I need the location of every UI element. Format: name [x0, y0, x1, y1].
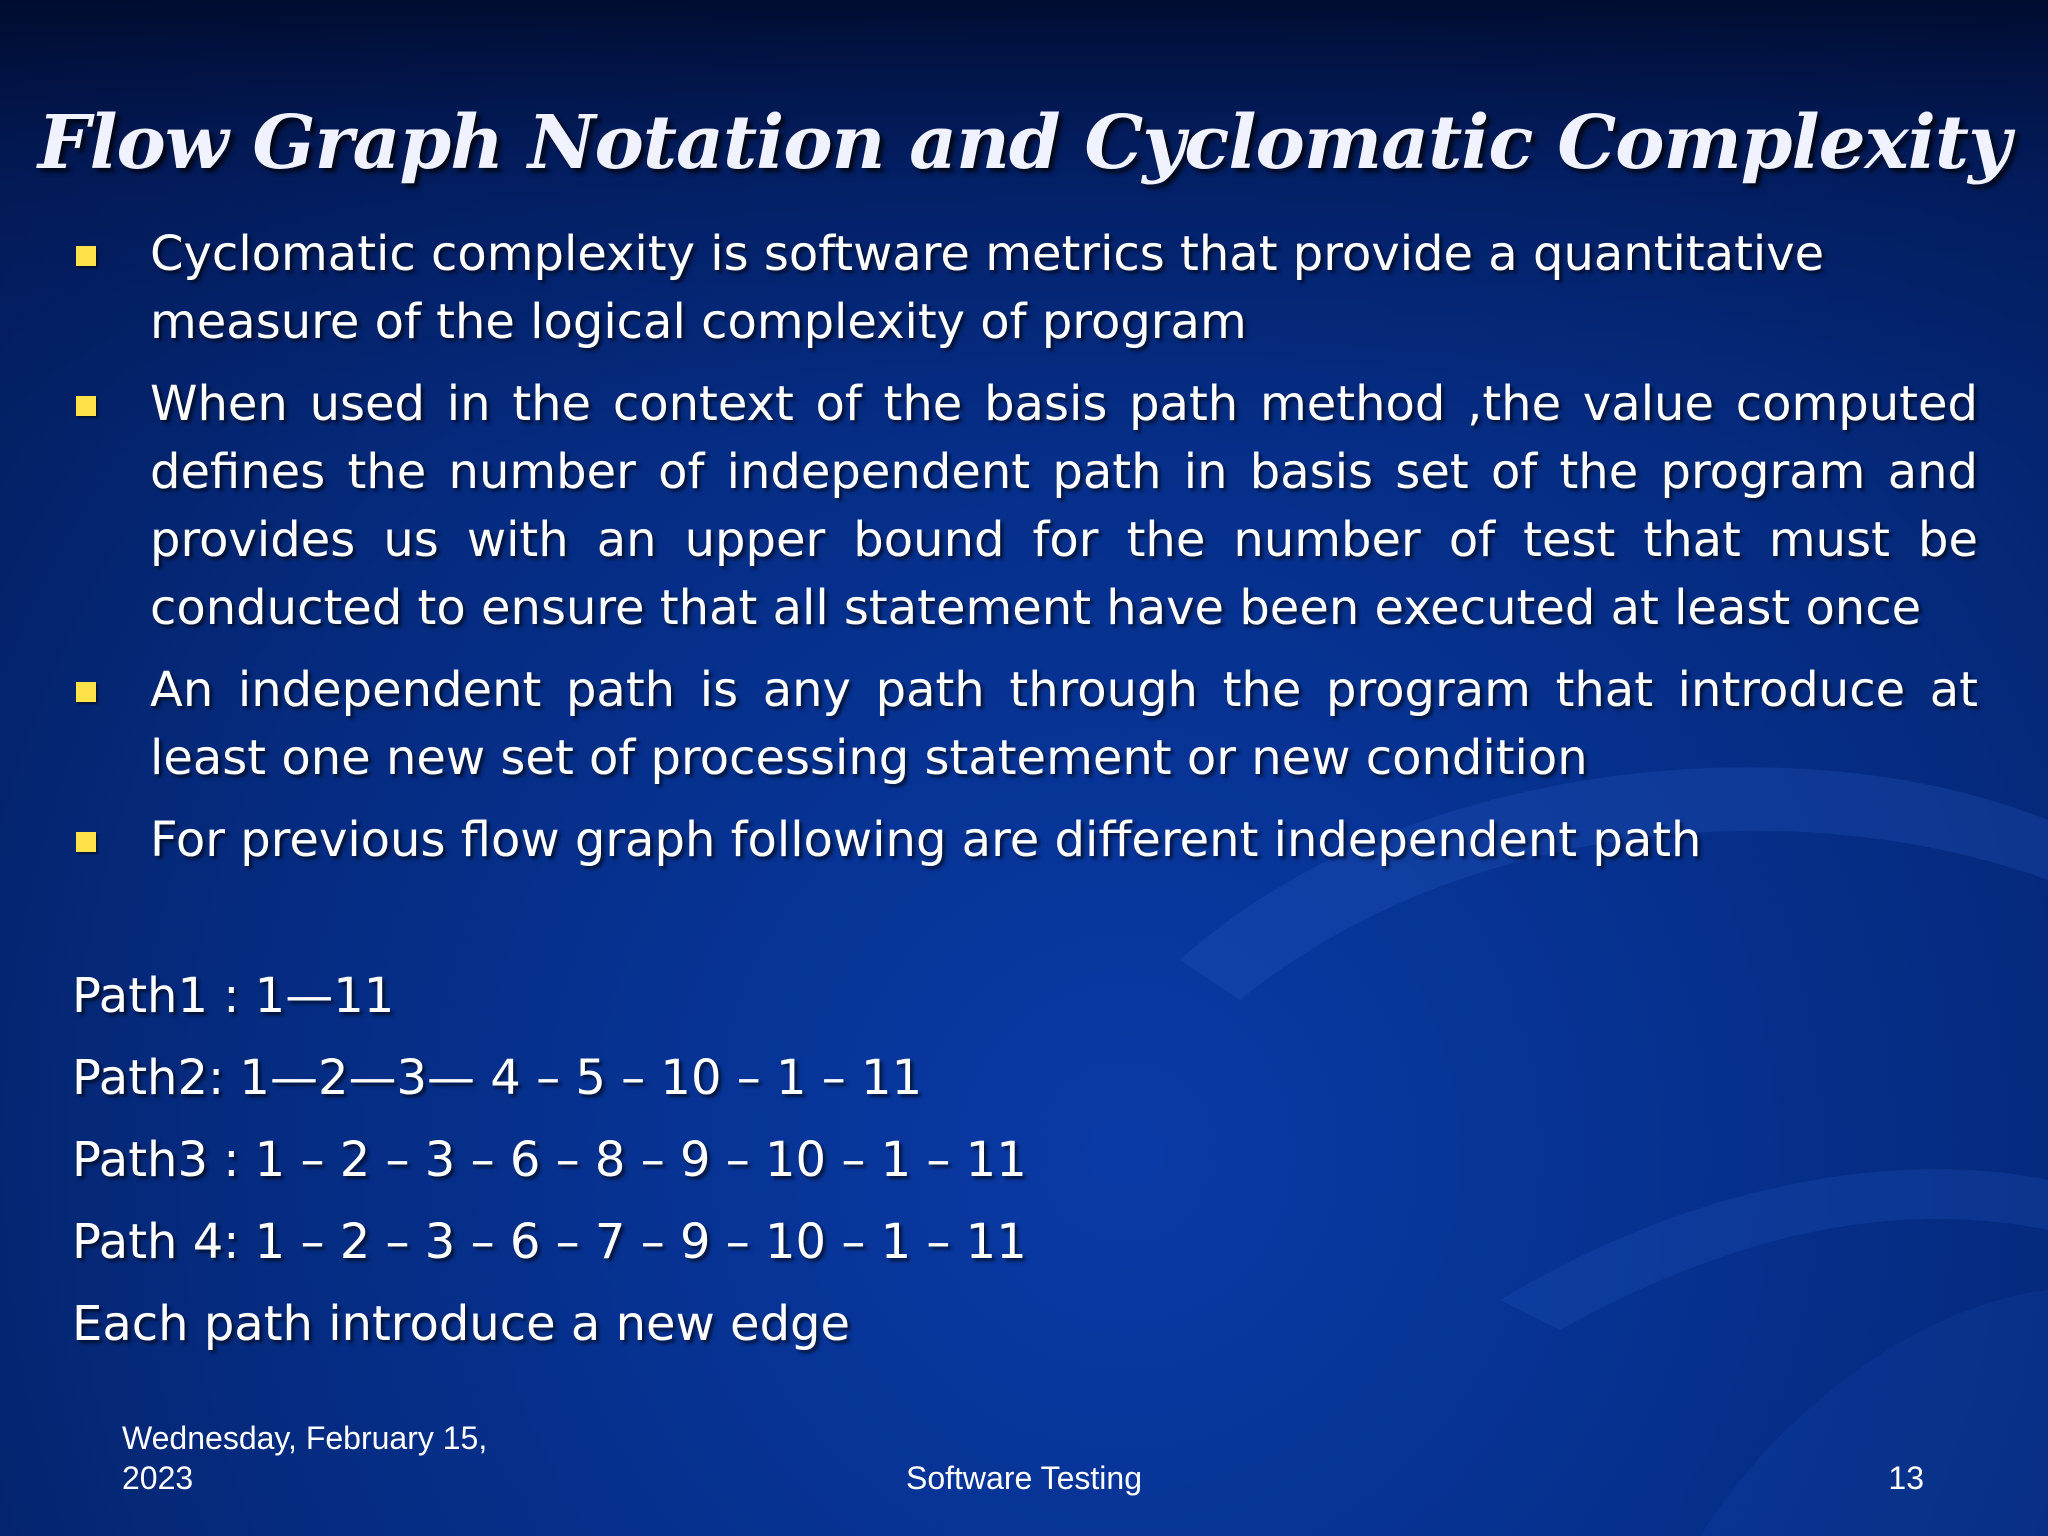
path-line: Path3 : 1 – 2 – 3 – 6 – 8 – 9 – 10 – 1 – 11	[72, 1132, 1027, 1188]
bullet-item	[70, 370, 1978, 642]
slide-title: Flow Graph Notation and Cyclomatic Complexity	[37, 100, 2011, 186]
path-list	[72, 955, 1027, 1365]
bullet-list	[70, 220, 1978, 888]
path-summary: Each path introduce a new edge	[72, 1296, 851, 1352]
bullet-text: An independent path is any path through the program that introduce at least one new set of processing statement or new condition	[150, 662, 1978, 786]
bullet-text: Cyclomatic complexity is software metrics that provide a quantitative measure of the logical complexity of program	[150, 226, 1825, 350]
footer-title: Software Testing	[906, 1460, 1142, 1496]
bullet-text: When used in the context of the basis path method ,the value computed defines the number of independent path in basis set of the program and provides us with an upper bound for the number of test that must be conducted to ensure that all statement have been executed at least once	[150, 376, 1978, 636]
path-line: Path1 : 1—11	[72, 968, 395, 1024]
square-bullet-icon	[76, 246, 96, 266]
path-line: Path 4: 1 – 2 – 3 – 6 – 7 – 9 – 10 – 1 – 11	[72, 1214, 1027, 1270]
square-bullet-icon	[76, 682, 96, 702]
slide-number: 13	[1888, 1460, 1924, 1496]
footer-date: Wednesday, February 15, 2023	[122, 1420, 488, 1496]
square-bullet-icon	[76, 832, 96, 852]
bullet-item	[70, 656, 1978, 792]
path-line: Path2: 1—2—3— 4 – 5 – 10 – 1 – 11	[72, 1050, 923, 1106]
bullet-text: For previous flow graph following are different independent path	[150, 812, 1702, 868]
bullet-item	[70, 806, 1978, 874]
square-bullet-icon	[76, 396, 96, 416]
bullet-item	[70, 220, 1978, 356]
